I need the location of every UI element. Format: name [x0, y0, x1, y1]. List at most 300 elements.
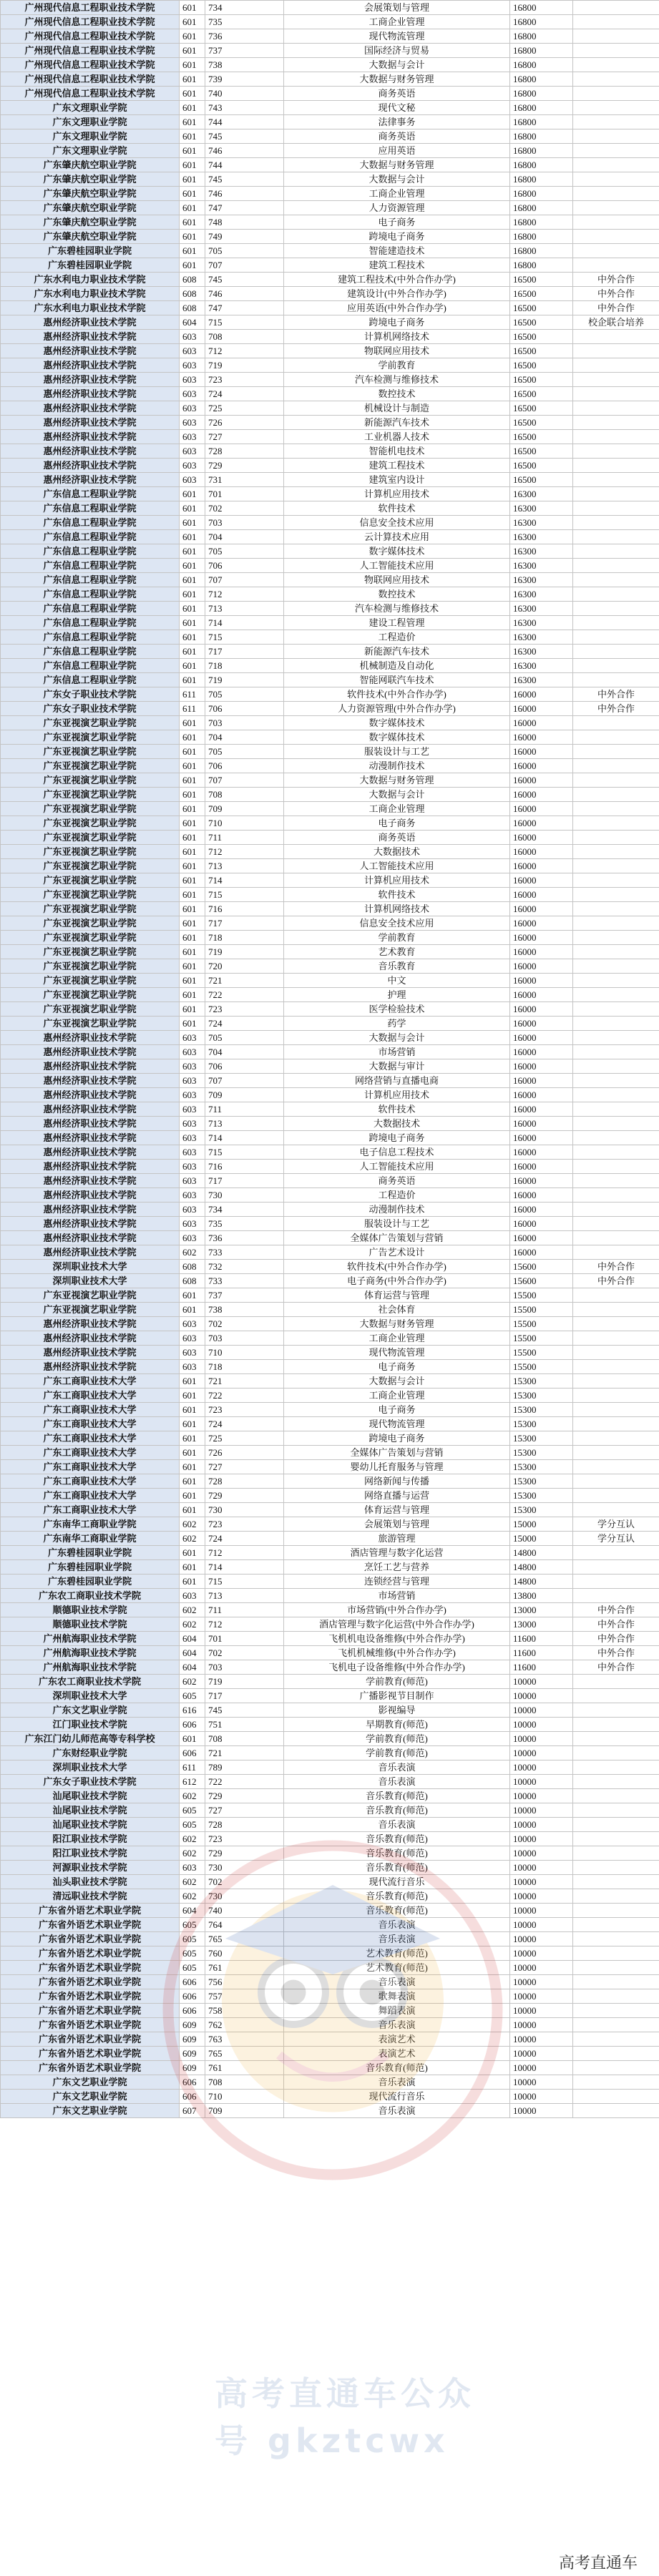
- major-code-cell: 707: [205, 1074, 284, 1088]
- table-row: [1, 172, 659, 187]
- school-cell: 汕尾职业技术学院: [1, 1789, 180, 1803]
- batch-code-cell: 602: [180, 1617, 205, 1632]
- note-cell: [573, 1389, 659, 1403]
- batch-code-cell: 605: [180, 1689, 205, 1703]
- table-row: [1, 602, 659, 616]
- table-row: [1, 816, 659, 831]
- tuition-cell: 10000: [510, 2090, 573, 2104]
- school-cell: 广州现代信息工程职业技术学院: [1, 1, 180, 15]
- major-code-cell: 732: [205, 1260, 284, 1274]
- major-name-cell: 商务英语: [284, 129, 510, 144]
- table-row: [1, 1503, 659, 1517]
- note-cell: [573, 201, 659, 215]
- school-cell: 惠州经济职业技术学院: [1, 373, 180, 387]
- table-row: [1, 1045, 659, 1059]
- table-row: [1, 1331, 659, 1346]
- tuition-cell: 16500: [510, 387, 573, 401]
- tuition-cell: 10000: [510, 1703, 573, 1718]
- major-name-cell: 连锁经营与管理: [284, 1575, 510, 1589]
- note-cell: [573, 144, 659, 158]
- table-row: [1, 573, 659, 587]
- tuition-cell: 16800: [510, 187, 573, 201]
- batch-code-cell: 603: [180, 1131, 205, 1145]
- school-cell: 广东亚视演艺职业学院: [1, 873, 180, 888]
- tuition-cell: 16000: [510, 916, 573, 931]
- school-cell: 广东省外语艺术职业学院: [1, 2032, 180, 2047]
- table-row: [1, 759, 659, 773]
- major-name-cell: 人工智能技术应用: [284, 559, 510, 573]
- batch-code-cell: 616: [180, 1703, 205, 1718]
- batch-code-cell: 601: [180, 1403, 205, 1417]
- school-cell: 广东信息工程职业学院: [1, 559, 180, 573]
- batch-code-cell: 601: [180, 959, 205, 974]
- school-cell: 广东女子职业技术学院: [1, 687, 180, 702]
- batch-code-cell: 601: [180, 1732, 205, 1746]
- major-code-cell: 744: [205, 115, 284, 129]
- major-code-cell: 722: [205, 988, 284, 1002]
- note-cell: [573, 444, 659, 459]
- major-name-cell: 应用英语: [284, 144, 510, 158]
- note-cell: [573, 759, 659, 773]
- note-cell: [573, 773, 659, 788]
- tuition-cell: 16300: [510, 645, 573, 659]
- major-name-cell: 信息安全技术应用: [284, 516, 510, 530]
- note-cell: [573, 1703, 659, 1718]
- school-cell: 广东信息工程职业学院: [1, 659, 180, 673]
- major-code-cell: 743: [205, 101, 284, 115]
- table-row: [1, 1188, 659, 1203]
- school-cell: 惠州经济职业技术学院: [1, 459, 180, 473]
- table-row: [1, 1288, 659, 1303]
- tuition-cell: 10000: [510, 2018, 573, 2032]
- major-name-cell: 商务英语: [284, 1174, 510, 1188]
- note-cell: [573, 230, 659, 244]
- school-cell: 广东亚视演艺职业学院: [1, 816, 180, 831]
- batch-code-cell: 604: [180, 1904, 205, 1918]
- major-code-cell: 748: [205, 215, 284, 230]
- school-cell: 广东信息工程职业学院: [1, 530, 180, 544]
- major-code-cell: 733: [205, 1245, 284, 1260]
- major-name-cell: 音乐表演: [284, 1818, 510, 1832]
- note-cell: [573, 373, 659, 387]
- major-code-cell: 714: [205, 1560, 284, 1575]
- school-cell: 广东江门幼儿师范高等专科学校: [1, 1732, 180, 1746]
- school-cell: 惠州经济职业技术学院: [1, 330, 180, 344]
- table-row: [1, 315, 659, 330]
- major-code-cell: 758: [205, 2004, 284, 2018]
- major-code-cell: 727: [205, 1803, 284, 1818]
- tuition-cell: 10000: [510, 1789, 573, 1803]
- table-row: [1, 1861, 659, 1875]
- tuition-cell: 15500: [510, 1346, 573, 1360]
- major-name-cell: 智能建造技术: [284, 244, 510, 258]
- tuition-cell: 10000: [510, 1989, 573, 2004]
- school-cell: 广东亚视演艺职业学院: [1, 716, 180, 730]
- batch-code-cell: 601: [180, 630, 205, 645]
- table-row: [1, 1145, 659, 1160]
- major-code-cell: 714: [205, 1131, 284, 1145]
- note-cell: [573, 1431, 659, 1446]
- tuition-cell: 16500: [510, 287, 573, 301]
- table-row: [1, 1131, 659, 1145]
- table-row: [1, 1918, 659, 1932]
- tuition-cell: 16800: [510, 215, 573, 230]
- batch-code-cell: 601: [180, 1017, 205, 1031]
- tuition-cell: 16800: [510, 58, 573, 72]
- batch-code-cell: 601: [180, 1, 205, 15]
- table-row: [1, 544, 659, 559]
- major-name-cell: 人工智能技术应用: [284, 859, 510, 873]
- major-name-cell: 计算机应用技术: [284, 873, 510, 888]
- school-cell: 广东工商职业技术大学: [1, 1403, 180, 1417]
- major-name-cell: 学前教育: [284, 358, 510, 373]
- table-row: [1, 1489, 659, 1503]
- major-name-cell: 早期教育(师范): [284, 1718, 510, 1732]
- major-name-cell: 音乐教育(师范): [284, 2061, 510, 2075]
- tuition-cell: 16800: [510, 15, 573, 29]
- table-row: [1, 387, 659, 401]
- major-code-cell: 722: [205, 1775, 284, 1789]
- major-code-cell: 747: [205, 301, 284, 315]
- major-code-cell: 710: [205, 2090, 284, 2104]
- tuition-cell: 16500: [510, 430, 573, 444]
- major-name-cell: 音乐教育(师范): [284, 1803, 510, 1818]
- note-cell: [573, 1904, 659, 1918]
- tuition-cell: 10000: [510, 1760, 573, 1775]
- major-name-cell: 影视编导: [284, 1703, 510, 1718]
- major-name-cell: 护理: [284, 988, 510, 1002]
- tuition-cell: 16000: [510, 1017, 573, 1031]
- batch-code-cell: 601: [180, 1489, 205, 1503]
- tuition-cell: 10000: [510, 1946, 573, 1961]
- batch-code-cell: 603: [180, 1217, 205, 1231]
- note-cell: [573, 659, 659, 673]
- school-cell: 惠州经济职业技术学院: [1, 1174, 180, 1188]
- major-name-cell: 软件技术(中外合作办学): [284, 687, 510, 702]
- major-name-cell: 软件技术: [284, 1102, 510, 1117]
- table-row: [1, 2075, 659, 2090]
- school-cell: 广东省外语艺术职业学院: [1, 1989, 180, 2004]
- note-cell: [573, 1245, 659, 1260]
- table-row: [1, 1017, 659, 1031]
- major-name-cell: 大数据与审计: [284, 1059, 510, 1074]
- major-name-cell: 工商企业管理: [284, 802, 510, 816]
- tuition-cell: 16000: [510, 1002, 573, 1017]
- note-cell: [573, 1460, 659, 1474]
- table-row: [1, 473, 659, 487]
- school-cell: 广东亚视演艺职业学院: [1, 931, 180, 945]
- watermark-text: 高考直通车公众号 gkztcwx: [215, 2374, 475, 2460]
- note-cell: [573, 959, 659, 974]
- batch-code-cell: 601: [180, 172, 205, 187]
- batch-code-cell: 603: [180, 1861, 205, 1875]
- batch-code-cell: 601: [180, 244, 205, 258]
- tuition-cell: 16000: [510, 1245, 573, 1260]
- tuition-cell: 16000: [510, 1188, 573, 1203]
- school-cell: 惠州经济职业技术学院: [1, 1059, 180, 1074]
- table-row: [1, 1074, 659, 1088]
- major-code-cell: 710: [205, 1346, 284, 1360]
- major-code-cell: 729: [205, 1789, 284, 1803]
- batch-code-cell: 601: [180, 516, 205, 530]
- tuition-cell: 10000: [510, 2104, 573, 2118]
- school-cell: 广东肇庆航空职业学院: [1, 230, 180, 244]
- note-cell: [573, 1303, 659, 1317]
- note-cell: 中外合作: [573, 1274, 659, 1288]
- batch-code-cell: 603: [180, 330, 205, 344]
- major-name-cell: 工商企业管理: [284, 1331, 510, 1346]
- major-name-cell: 市场营销: [284, 1045, 510, 1059]
- note-cell: [573, 931, 659, 945]
- school-cell: 广东省外语艺术职业学院: [1, 1946, 180, 1961]
- table-row: [1, 459, 659, 473]
- major-code-cell: 703: [205, 1660, 284, 1675]
- note-cell: [573, 1861, 659, 1875]
- note-cell: [573, 387, 659, 401]
- batch-code-cell: 601: [180, 201, 205, 215]
- tuition-cell: 10000: [510, 1718, 573, 1732]
- batch-code-cell: 601: [180, 745, 205, 759]
- note-cell: [573, 1002, 659, 1017]
- batch-code-cell: 601: [180, 573, 205, 587]
- major-name-cell: 药学: [284, 1017, 510, 1031]
- major-name-cell: 机械制造及自动化: [284, 659, 510, 673]
- school-cell: 广东水利电力职业技术学院: [1, 287, 180, 301]
- table-row: [1, 516, 659, 530]
- table-row: [1, 959, 659, 974]
- batch-code-cell: 606: [180, 1989, 205, 2004]
- note-cell: 中外合作: [573, 1632, 659, 1646]
- major-name-cell: 大数据技术: [284, 1117, 510, 1131]
- table-row: [1, 1160, 659, 1174]
- major-name-cell: 商务英语: [284, 831, 510, 845]
- major-name-cell: 音乐表演: [284, 1932, 510, 1946]
- tuition-cell: 11600: [510, 1632, 573, 1646]
- batch-code-cell: 601: [180, 1288, 205, 1303]
- school-cell: 广东信息工程职业学院: [1, 602, 180, 616]
- table-row: [1, 659, 659, 673]
- batch-code-cell: 606: [180, 2004, 205, 2018]
- batch-code-cell: 609: [180, 2018, 205, 2032]
- note-cell: [573, 745, 659, 759]
- major-name-cell: 人力资源管理: [284, 201, 510, 215]
- major-code-cell: 739: [205, 72, 284, 87]
- note-cell: [573, 2018, 659, 2032]
- major-code-cell: 727: [205, 1460, 284, 1474]
- table-row: [1, 401, 659, 416]
- major-code-cell: 723: [205, 1002, 284, 1017]
- note-cell: [573, 1846, 659, 1861]
- school-cell: 广东碧桂园职业学院: [1, 1560, 180, 1575]
- major-name-cell: 跨境电子商务: [284, 1131, 510, 1145]
- table-row: [1, 1303, 659, 1317]
- table-row: [1, 1603, 659, 1617]
- major-name-cell: 人工智能技术应用: [284, 1160, 510, 1174]
- school-cell: 广东亚视演艺职业学院: [1, 845, 180, 859]
- batch-code-cell: 601: [180, 544, 205, 559]
- note-cell: [573, 2047, 659, 2061]
- note-cell: [573, 1074, 659, 1088]
- tuition-cell: 10000: [510, 1818, 573, 1832]
- batch-code-cell: 602: [180, 1789, 205, 1803]
- batch-code-cell: 601: [180, 845, 205, 859]
- major-code-cell: 715: [205, 315, 284, 330]
- school-cell: 惠州经济职业技术学院: [1, 416, 180, 430]
- school-cell: 广东亚视演艺职业学院: [1, 745, 180, 759]
- school-cell: 广东工商职业技术大学: [1, 1374, 180, 1389]
- school-cell: 广东亚视演艺职业学院: [1, 916, 180, 931]
- major-code-cell: 720: [205, 959, 284, 974]
- batch-code-cell: 601: [180, 15, 205, 29]
- school-cell: 顺德职业技术学院: [1, 1617, 180, 1632]
- batch-code-cell: 603: [180, 459, 205, 473]
- tuition-cell: 16000: [510, 1031, 573, 1045]
- major-name-cell: 建筑工程技术(中外合作办学): [284, 273, 510, 287]
- batch-code-cell: 603: [180, 1117, 205, 1131]
- tuition-cell: 16300: [510, 530, 573, 544]
- school-cell: 广东亚视演艺职业学院: [1, 945, 180, 959]
- school-cell: 广州现代信息工程职业技术学院: [1, 15, 180, 29]
- tuition-cell: 16000: [510, 816, 573, 831]
- batch-code-cell: 603: [180, 344, 205, 358]
- major-code-cell: 729: [205, 1489, 284, 1503]
- batch-code-cell: 603: [180, 358, 205, 373]
- tuition-cell: 15300: [510, 1431, 573, 1446]
- major-name-cell: 音乐教育(师范): [284, 1889, 510, 1904]
- tuition-cell: 16000: [510, 831, 573, 845]
- tuition-cell: 10000: [510, 1846, 573, 1861]
- note-cell: [573, 1746, 659, 1760]
- table-row: [1, 301, 659, 315]
- major-name-cell: 工商企业管理: [284, 1389, 510, 1403]
- major-code-cell: 723: [205, 373, 284, 387]
- major-code-cell: 730: [205, 1861, 284, 1875]
- batch-code-cell: 601: [180, 29, 205, 44]
- table-row: [1, 416, 659, 430]
- major-name-cell: 建筑室内设计: [284, 473, 510, 487]
- school-cell: 惠州经济职业技术学院: [1, 473, 180, 487]
- school-cell: 江门职业技术学院: [1, 1718, 180, 1732]
- school-cell: 惠州经济职业技术学院: [1, 1045, 180, 1059]
- table-row: [1, 1818, 659, 1832]
- major-code-cell: 738: [205, 1303, 284, 1317]
- major-name-cell: 服装设计与工艺: [284, 1217, 510, 1231]
- major-name-cell: 软件技术: [284, 501, 510, 516]
- major-code-cell: 724: [205, 1417, 284, 1431]
- school-cell: 广东亚视演艺职业学院: [1, 773, 180, 788]
- note-cell: [573, 1017, 659, 1031]
- batch-code-cell: 601: [180, 1560, 205, 1575]
- major-name-cell: 国际经济与贸易: [284, 44, 510, 58]
- major-code-cell: 712: [205, 1617, 284, 1632]
- note-cell: [573, 2061, 659, 2075]
- major-name-cell: 电子商务: [284, 1360, 510, 1374]
- note-cell: [573, 2090, 659, 2104]
- note-cell: [573, 1474, 659, 1489]
- table-row: [1, 58, 659, 72]
- major-code-cell: 715: [205, 630, 284, 645]
- school-cell: 广东文理职业学院: [1, 115, 180, 129]
- school-cell: 广东省外语艺术职业学院: [1, 1975, 180, 1989]
- batch-code-cell: 605: [180, 1946, 205, 1961]
- table-row: [1, 1417, 659, 1431]
- major-code-cell: 704: [205, 1045, 284, 1059]
- batch-code-cell: 601: [180, 1474, 205, 1489]
- table-row: [1, 29, 659, 44]
- major-code-cell: 712: [205, 845, 284, 859]
- note-cell: [573, 1932, 659, 1946]
- table-row: [1, 687, 659, 702]
- table-row: [1, 1646, 659, 1660]
- note-cell: [573, 673, 659, 687]
- major-name-cell: 音乐教育(师范): [284, 1904, 510, 1918]
- note-cell: [573, 187, 659, 201]
- tuition-cell: 16500: [510, 401, 573, 416]
- table-row: [1, 344, 659, 358]
- school-cell: 惠州经济职业技术学院: [1, 1074, 180, 1088]
- tuition-cell: 16000: [510, 873, 573, 888]
- tuition-cell: 15500: [510, 1303, 573, 1317]
- tuition-cell: 16800: [510, 1, 573, 15]
- batch-code-cell: 602: [180, 1603, 205, 1617]
- note-cell: 中外合作: [573, 287, 659, 301]
- major-code-cell: 705: [205, 745, 284, 759]
- tuition-cell: 10000: [510, 2061, 573, 2075]
- major-code-cell: 734: [205, 1, 284, 15]
- batch-code-cell: 608: [180, 273, 205, 287]
- table-row: [1, 745, 659, 759]
- tuition-cell: 15300: [510, 1474, 573, 1489]
- school-cell: 广东碧桂园职业学院: [1, 244, 180, 258]
- school-cell: 广东工商职业技术大学: [1, 1446, 180, 1460]
- major-name-cell: 学前教育(师范): [284, 1732, 510, 1746]
- table-row: [1, 1718, 659, 1732]
- tuition-cell: 16000: [510, 902, 573, 916]
- major-code-cell: 715: [205, 888, 284, 902]
- major-name-cell: 机械设计与制造: [284, 401, 510, 416]
- major-name-cell: 音乐教育(师范): [284, 1861, 510, 1875]
- note-cell: [573, 1875, 659, 1889]
- major-code-cell: 717: [205, 1689, 284, 1703]
- major-name-cell: 音乐表演: [284, 1975, 510, 1989]
- major-name-cell: 数字媒体技术: [284, 730, 510, 745]
- note-cell: [573, 1045, 659, 1059]
- school-cell: 广州航海职业技术学院: [1, 1660, 180, 1675]
- major-code-cell: 721: [205, 1374, 284, 1389]
- batch-code-cell: 603: [180, 1589, 205, 1603]
- tuition-cell: 13000: [510, 1617, 573, 1632]
- school-cell: 广东文艺职业学院: [1, 2075, 180, 2090]
- school-cell: 汕尾职业技术学院: [1, 1803, 180, 1818]
- tuition-cell: 16800: [510, 44, 573, 58]
- major-code-cell: 731: [205, 473, 284, 487]
- major-code-cell: 745: [205, 1703, 284, 1718]
- table-row: [1, 988, 659, 1002]
- tuition-cell: 16800: [510, 87, 573, 101]
- note-cell: 中外合作: [573, 1617, 659, 1632]
- major-code-cell: 711: [205, 1102, 284, 1117]
- tuition-cell: 16800: [510, 72, 573, 87]
- major-code-cell: 707: [205, 258, 284, 273]
- tuition-cell: 16000: [510, 788, 573, 802]
- tuition-cell: 14800: [510, 1575, 573, 1589]
- tuition-cell: 16000: [510, 1231, 573, 1245]
- school-cell: 广州航海职业技术学院: [1, 1646, 180, 1660]
- school-cell: 惠州经济职业技术学院: [1, 1231, 180, 1245]
- table-row: [1, 1317, 659, 1331]
- major-name-cell: 工商企业管理: [284, 187, 510, 201]
- major-code-cell: 721: [205, 974, 284, 988]
